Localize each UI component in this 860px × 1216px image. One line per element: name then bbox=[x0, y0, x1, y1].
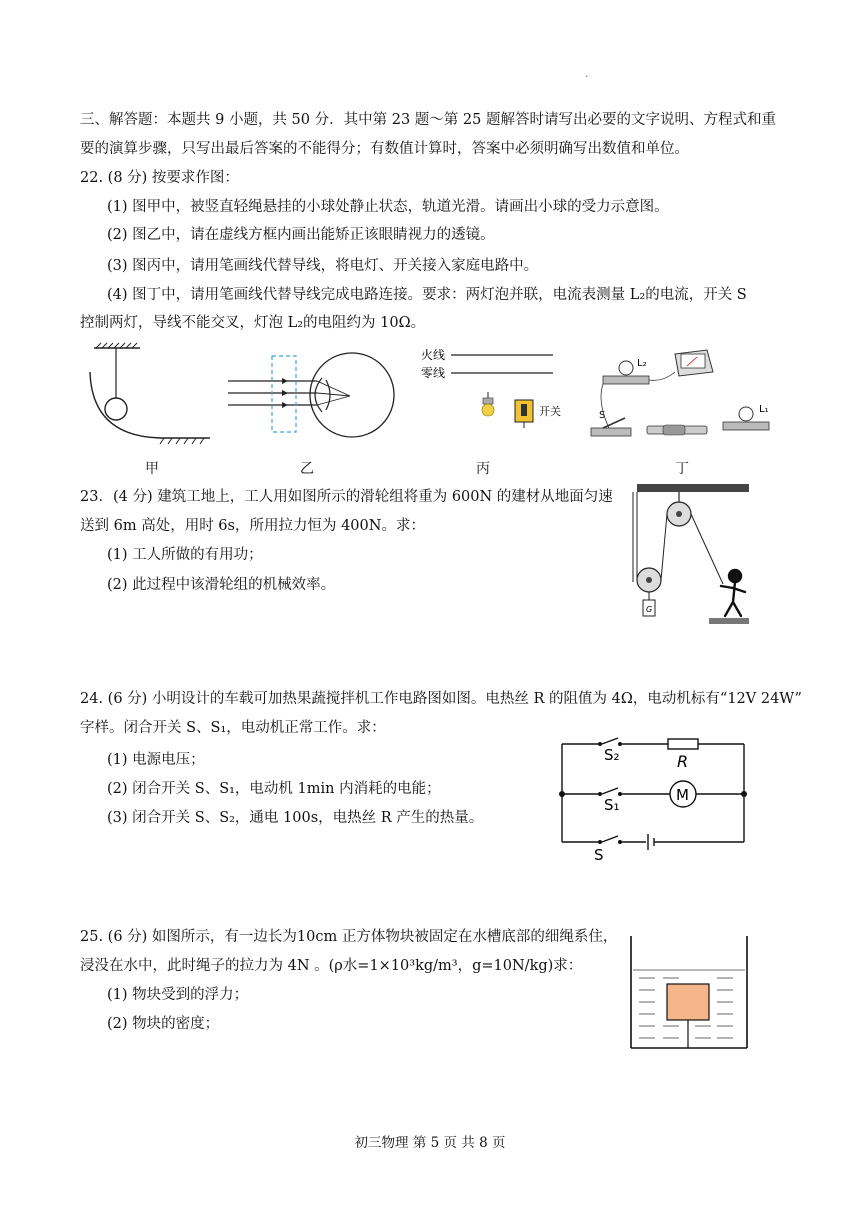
q25-part1: (1) 物块受到的浮力； bbox=[107, 987, 249, 1003]
q23-part2: (2) 此过程中该滑轮组的机械效率。 bbox=[107, 577, 336, 593]
l1-label: L₁ bbox=[759, 404, 769, 415]
battery-icon bbox=[647, 425, 707, 435]
cube-block bbox=[667, 984, 709, 1020]
q22-part1: (1) 图甲中，被竖直轻绳悬挂的小球处静止状态，轨道光滑。请画出小球的受力示意图。 bbox=[107, 199, 669, 215]
caption-ding: 丁 bbox=[675, 461, 689, 477]
s1-label: S₁ bbox=[604, 796, 620, 814]
figure-yi-eye bbox=[222, 350, 402, 440]
bulb-icon bbox=[482, 392, 494, 416]
q22-stem: 22. (8 分) 按要求作图： bbox=[80, 170, 239, 186]
weight-label: G bbox=[646, 605, 653, 614]
figure-circuit-diagram bbox=[552, 732, 758, 862]
q23-part1: (1) 工人所做的有用功； bbox=[107, 547, 263, 563]
section-heading-line1: 三、解答题：本题共 9 小题，共 50 分．其中第 23 题～第 25 题解答时请写出必要的文字说明、方程式和重 bbox=[80, 112, 776, 128]
q24-stem-line2: 字样。闭合开关 S、S₁，电动机正常工作。求： bbox=[80, 720, 386, 736]
q22-part3: (3) 图丙中，请用笔画线代替导线，将电灯、开关接入家庭电路中。 bbox=[107, 258, 539, 274]
figure-pulley-system bbox=[625, 484, 765, 634]
caption-bing: 丙 bbox=[476, 461, 490, 477]
knife-switch-icon bbox=[591, 418, 631, 436]
q25-stem-line1: 25. (6 分) 如图所示，有一边长为10cm 正方体物块被固定在水槽底部的细绳系住， bbox=[80, 929, 618, 945]
q24-part1: (1) 电源电压； bbox=[107, 752, 205, 768]
m-label: M bbox=[676, 786, 689, 804]
q22-part2: (2) 图乙中，请在虚线方框内画出能矫正该眼睛视力的透镜。 bbox=[107, 227, 495, 243]
top-mark: · bbox=[585, 72, 589, 83]
worker-icon bbox=[721, 570, 745, 616]
figure-ding-apparatus bbox=[583, 342, 783, 447]
page-footer: 初三物理 第 5 页 共 8 页 bbox=[354, 1135, 506, 1151]
figure-water-tank bbox=[625, 928, 755, 1056]
q22-part4-line1: (4) 图丁中，请用笔画线代替导线完成电路连接。要求：两灯泡并联，电流表测量 L₂的电流，开关 S bbox=[107, 287, 747, 303]
switch-icon bbox=[515, 400, 533, 428]
q22-part4-line2: 控制两灯，导线不能交叉，灯泡 L₂的电阻约为 10Ω。 bbox=[80, 315, 426, 331]
q23-stem-line2: 送到 6m 高处，用时 6s，所用拉力恒为 400N。求： bbox=[80, 518, 425, 534]
q25-part2: (2) 物块的密度； bbox=[107, 1016, 220, 1032]
ammeter-icon bbox=[675, 350, 713, 376]
switch-label: 开关 bbox=[539, 405, 561, 418]
live-wire-label: 火线 bbox=[421, 348, 446, 362]
section-heading-line2: 要的演算步骤，只写出最后答案的不能得分；有数值计算时，答案中必须明确写出数值和单位。 bbox=[80, 141, 689, 157]
q24-part3: (3) 闭合开关 S、S₂，通电 100s，电热丝 R 产生的热量。 bbox=[107, 810, 484, 826]
q23-stem-line1: 23．(4 分) 建筑工地上，工人用如图所示的滑轮组将重为 600N 的建材从地面匀速 bbox=[80, 489, 613, 505]
s2-label: S₂ bbox=[604, 746, 620, 764]
figure-bing-household-circuit bbox=[415, 342, 575, 432]
l2-label: L₂ bbox=[637, 358, 647, 369]
q24-stem-line1: 24. (6 分) 小明设计的车载可加热果蔬搅拌机工作电路图如图。电热丝 R 的阻值为 4Ω，电动机标有“12V 24W” bbox=[80, 691, 802, 707]
switch-s-label: S bbox=[599, 410, 606, 421]
caption-jia: 甲 bbox=[145, 461, 159, 477]
caption-yi: 乙 bbox=[300, 461, 314, 477]
s-label: S bbox=[594, 846, 604, 862]
q24-part2: (2) 闭合开关 S、S₁，电动机 1min 内消耗的电能； bbox=[107, 781, 441, 797]
figure-jia-ball-track bbox=[80, 340, 220, 450]
q25-stem-line2: 浸没在水中，此时绳子的拉力为 4N 。(ρ水=1×10³kg/m³，g=10N/kg)求： bbox=[80, 958, 583, 974]
r-label: R bbox=[677, 752, 689, 771]
neutral-wire-label: 零线 bbox=[421, 366, 446, 380]
